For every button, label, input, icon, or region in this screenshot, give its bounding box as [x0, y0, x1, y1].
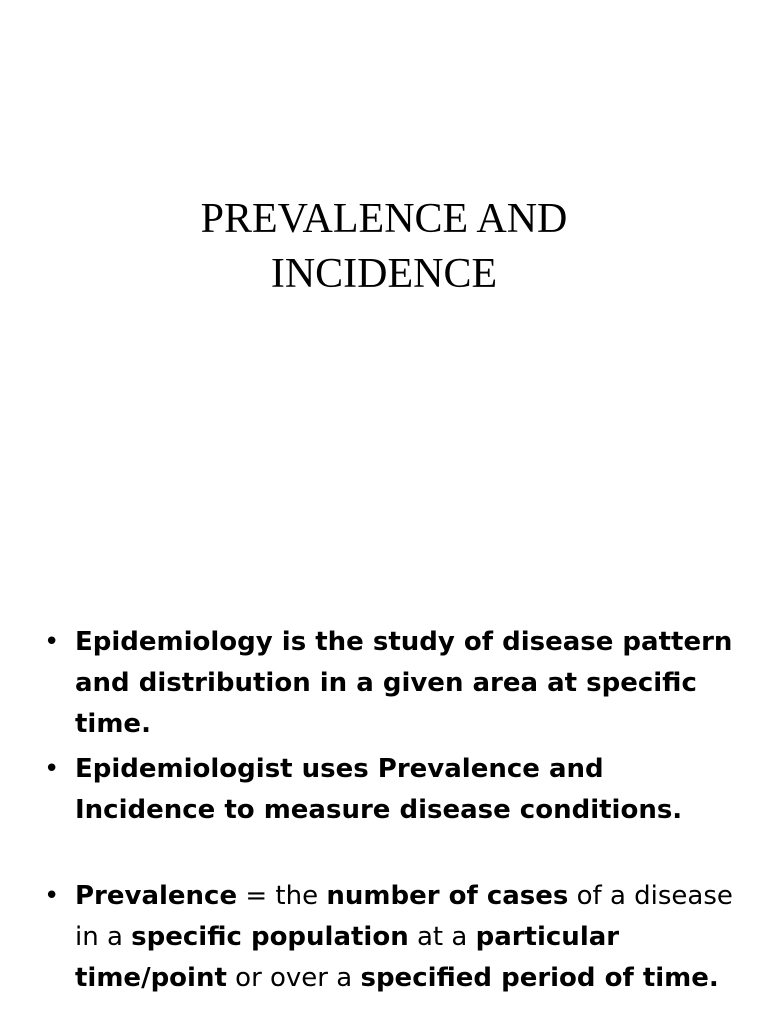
text-fragment: at a — [408, 922, 476, 952]
bullet-item-epidemiology — [0, 622, 768, 745]
text-fragment: = the — [237, 881, 327, 911]
text-fragment: or over a — [226, 963, 361, 993]
slide-title-line-2: INCIDENCE — [270, 251, 498, 297]
bullet-list — [0, 622, 768, 999]
slide-title-line-1: PREVALENCE AND — [200, 196, 568, 242]
bullet-marker: • — [44, 881, 60, 911]
term-prevalence: Prevalence — [75, 881, 238, 911]
text-fragment: of a disease in a — [75, 881, 733, 952]
term-particular-time: particular time/point — [75, 922, 620, 993]
bullet-marker: • — [44, 627, 60, 657]
bullet-marker: • — [44, 754, 60, 784]
slide-title — [0, 192, 768, 302]
bullet-text: Epidemiologist uses Prevalence and Incidence to measure disease conditions. — [75, 754, 683, 825]
term-specific-population: specific population — [131, 922, 409, 952]
bullet-item-prevalence — [0, 876, 768, 999]
bullet-text: Epidemiology is the study of disease pattern and distribution in a given area at specific time. — [75, 627, 733, 739]
term-specified-period: specified period of time. — [360, 963, 719, 993]
bullet-item-epidemiologist — [0, 749, 768, 831]
term-number-of-cases: number of cases — [326, 881, 569, 911]
